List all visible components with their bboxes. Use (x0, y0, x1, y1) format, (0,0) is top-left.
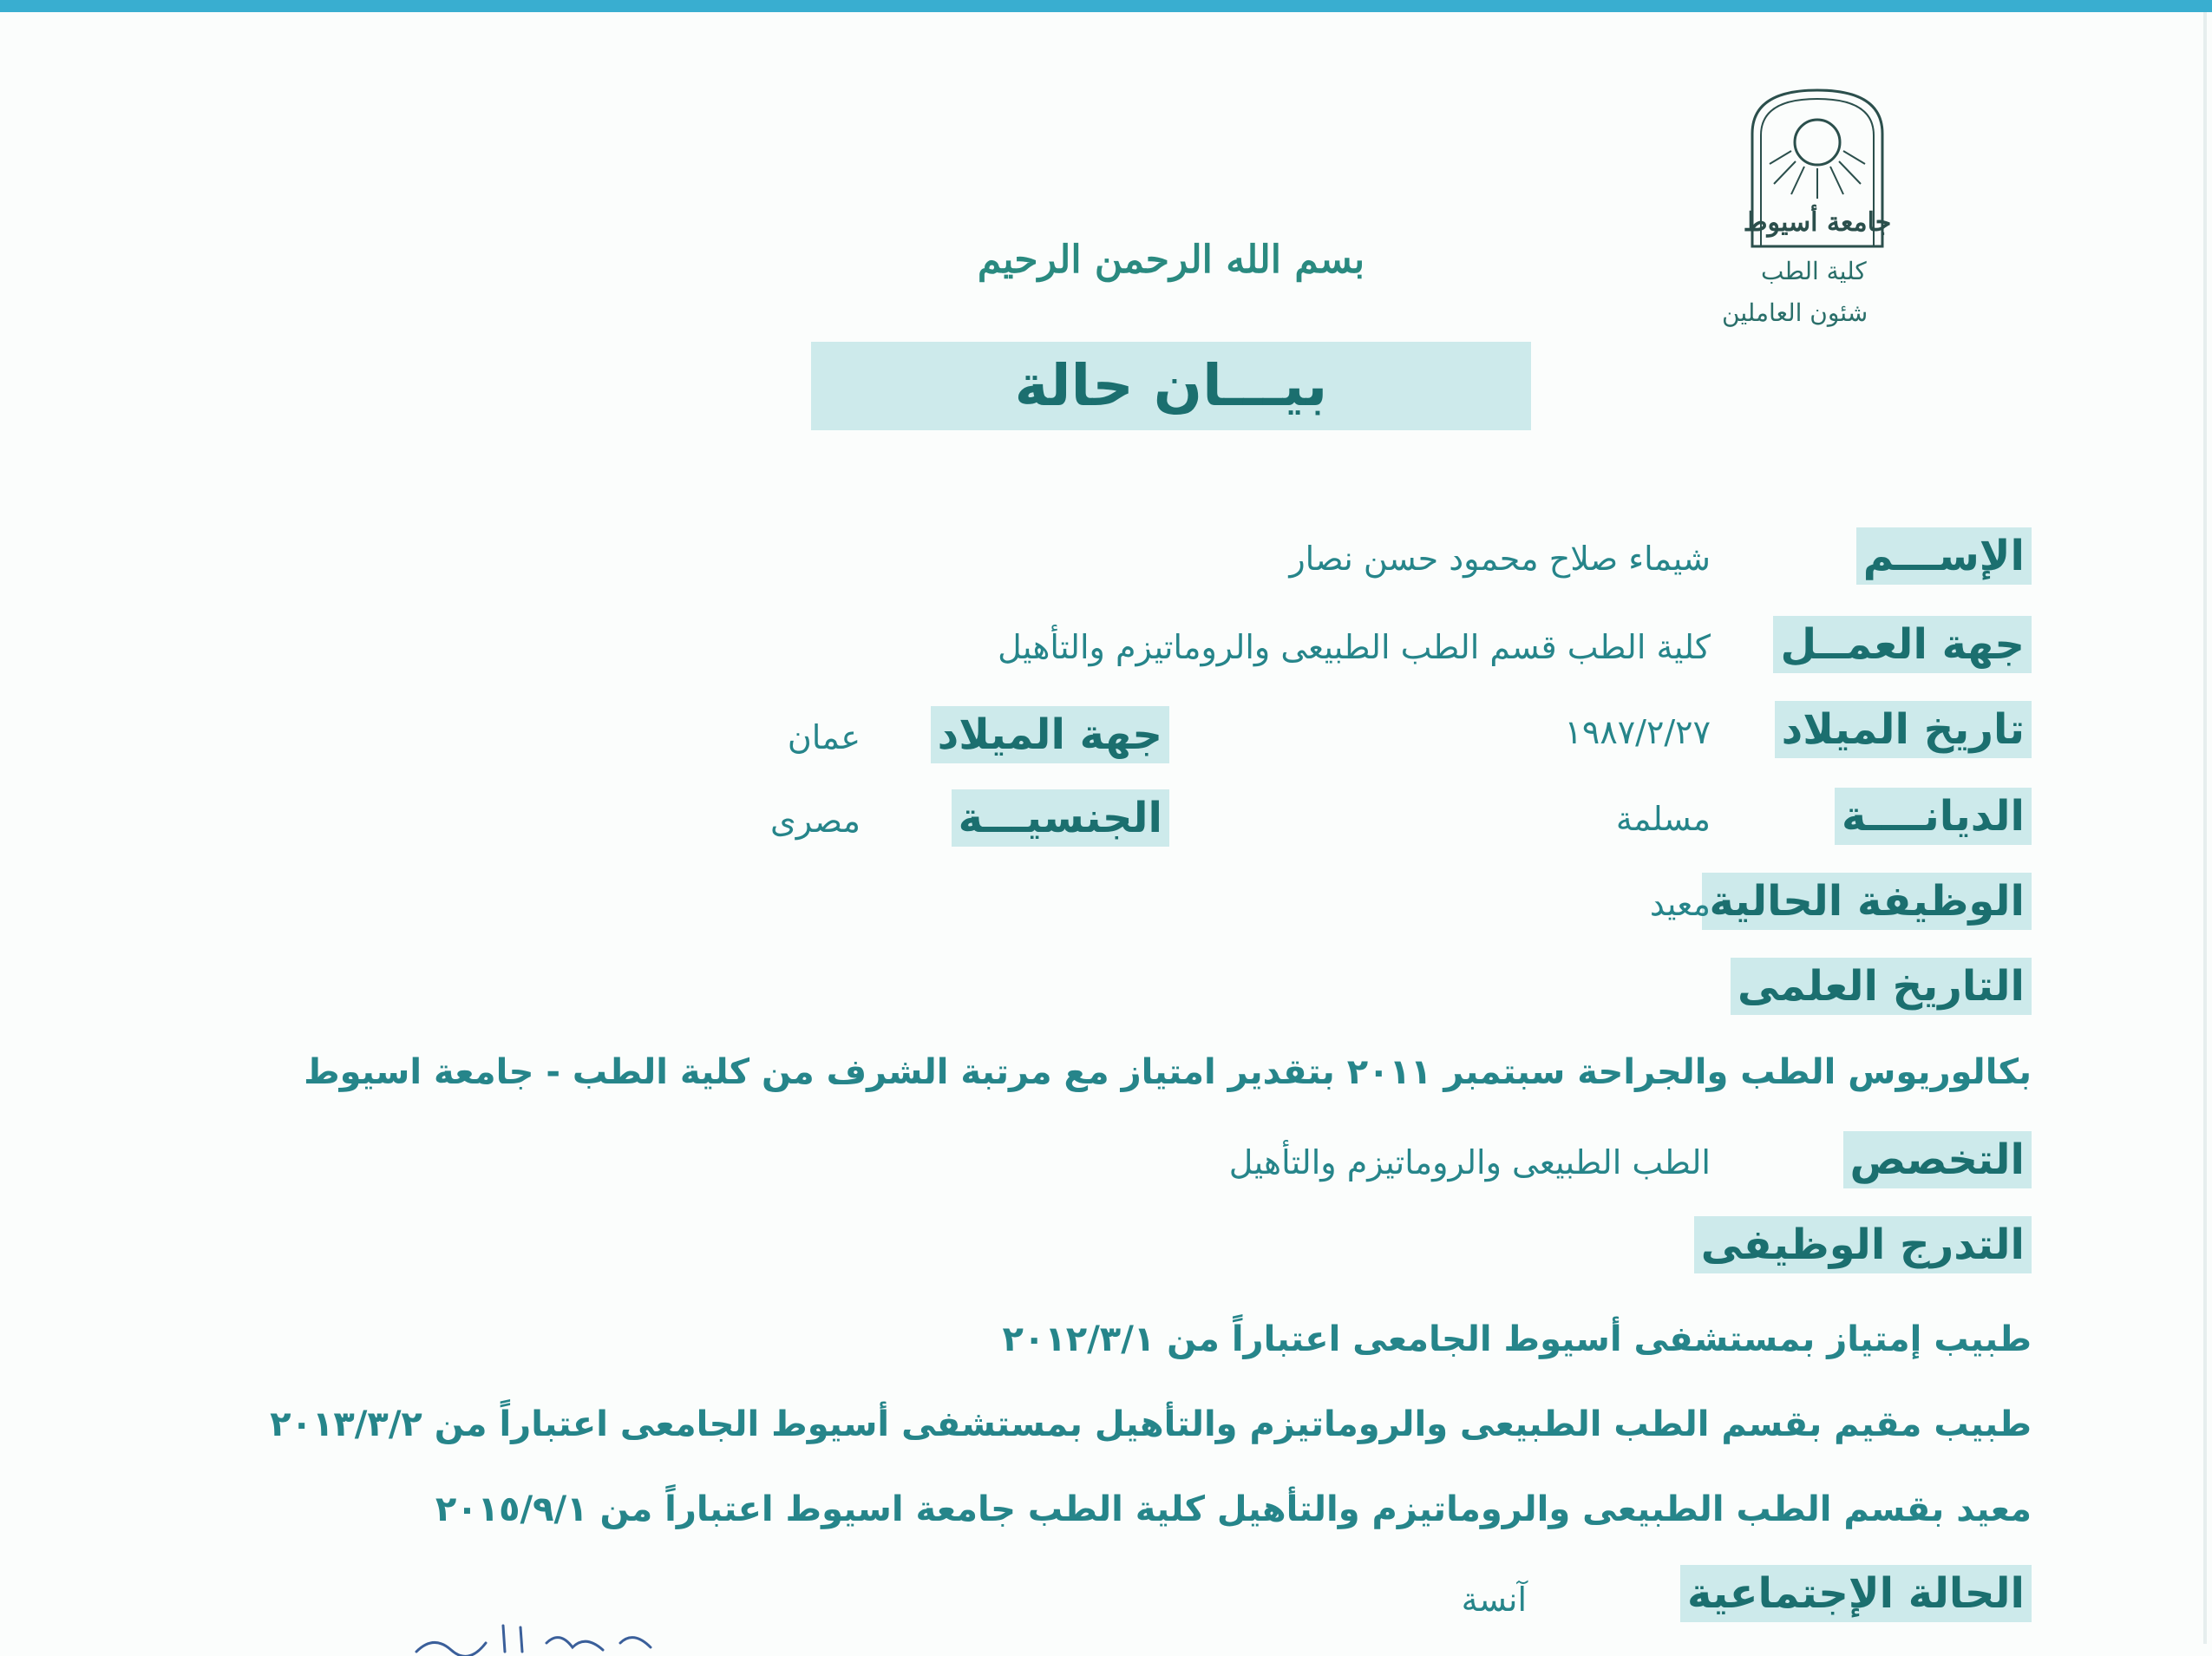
name-value: شيماء صلاح محمود حسن نصار (1289, 540, 1711, 578)
academic-label: التاريخ العلمى (1731, 958, 2032, 1015)
faculty-name: كلية الطب (1761, 257, 1867, 285)
handwritten-signature (408, 1617, 668, 1656)
academic-value: بكالوريوس الطب والجراحة سبتمبر ٢٠١١ بتقدير امتياز مع مرتبة الشرف من كلية الطب - جامعة اسيوط (304, 1052, 2032, 1092)
nationality-value: مصرى (769, 802, 861, 840)
marital-value: آنسة (1461, 1581, 1527, 1619)
birthplace-label: جهة الميلاد (931, 706, 1169, 763)
career-label: التدرج الوظيفى (1694, 1216, 2032, 1273)
department-name: شئون العاملين (1722, 298, 1868, 327)
birthplace-value: عمان (787, 718, 861, 756)
document-page (0, 12, 2212, 1644)
university-logo (1744, 82, 1891, 259)
religion-value: مسلمة (1615, 800, 1711, 838)
basmala: بسم الله الرحمن الرحيم (977, 238, 1365, 282)
career-item: طبيب إمتياز بمستشفى أسيوط الجامعى اعتباراً من ٢٠١٢/٣/١ (1002, 1319, 2032, 1359)
university-seal-icon (1744, 82, 1891, 255)
job-value: معيد (1649, 885, 1711, 923)
marital-label: الحالة الإجتماعية (1680, 1565, 2032, 1622)
job-label: الوظيفة الحالية (1702, 873, 2032, 930)
name-label: الإســـم (1856, 527, 2032, 585)
specialty-value: الطب الطبيعى والروماتيزم والتأهيل (1228, 1143, 1711, 1181)
nationality-label: الجنسيـــة (952, 789, 1169, 847)
workplace-value: كلية الطب قسم الطب الطبيعى والروماتيزم والتأهيل (998, 628, 1711, 666)
specialty-label: التخصص (1843, 1131, 2032, 1188)
top-scan-strip (0, 0, 2212, 12)
document-title: بيـــان حالة (811, 342, 1531, 430)
workplace-label: جهة العمــل (1773, 616, 2032, 673)
religion-label: الديانــــة (1835, 788, 2032, 845)
birthdate-value: ١٩٨٧/٢/٢٧ (1564, 713, 1711, 751)
svg-text:جامعة أسيوط: جامعة أسيوط (1744, 207, 1891, 238)
birthdate-label: تاريخ الميلاد (1775, 701, 2032, 758)
career-item: معيد بقسم الطب الطبيعى والروماتيزم والتأهيل كلية الطب جامعة اسيوط اعتباراً من ٢٠١٥/٩/١ (435, 1489, 2032, 1529)
career-item: طبيب مقيم بقسم الطب الطبيعى والروماتيزم والتأهيل بمستشفى أسيوط الجامعى اعتباراً من ٢٠١٣/٣/٢ (270, 1404, 2032, 1444)
